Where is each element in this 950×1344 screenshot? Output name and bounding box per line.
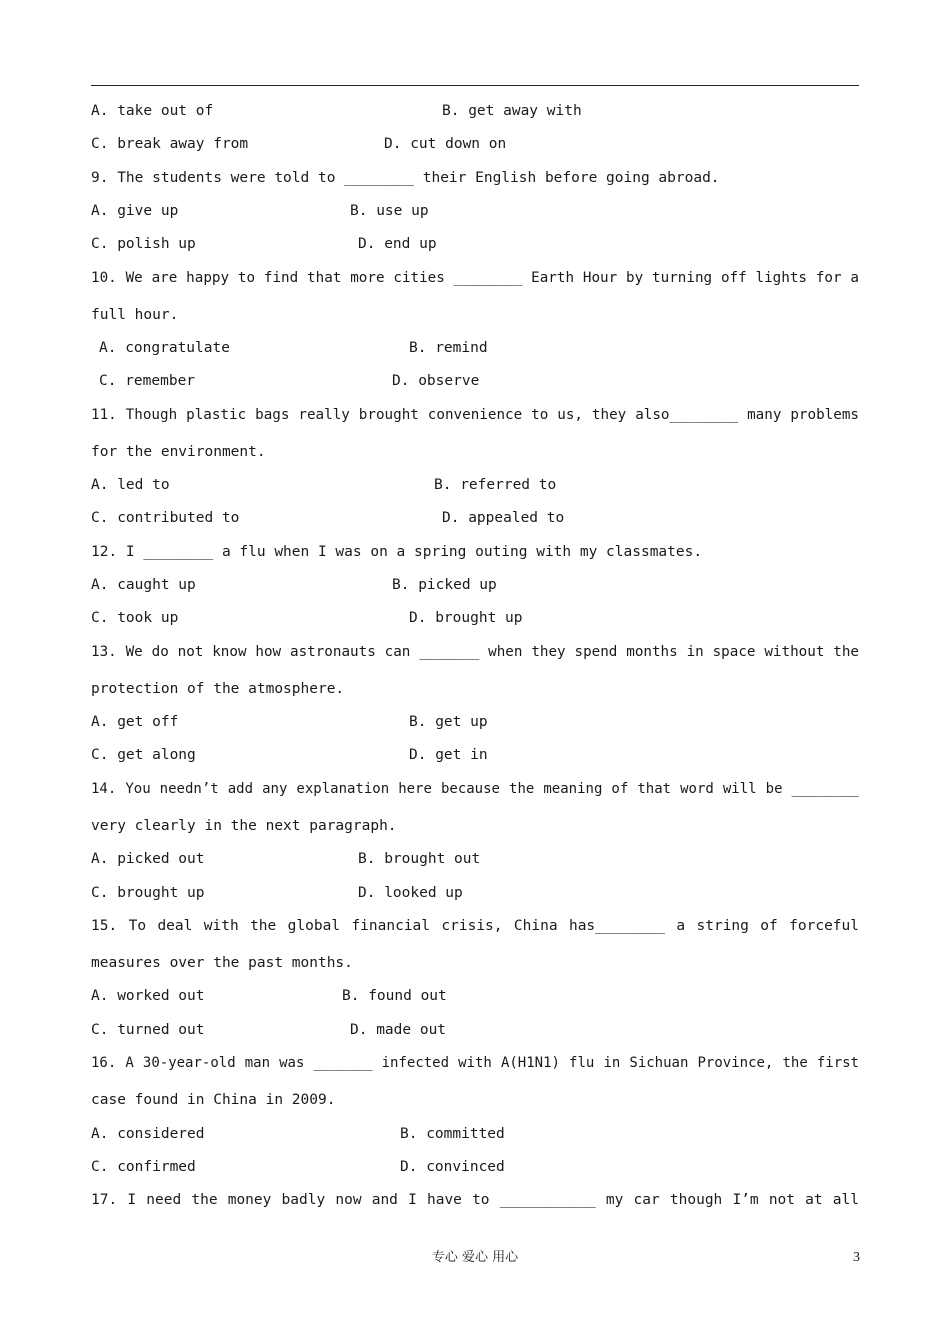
q8-option-b: B. get away with <box>442 103 582 119</box>
q13-option-c: C. get along <box>91 747 196 763</box>
q11-stem-line2: for the environment. <box>91 444 266 460</box>
q10-stem-line2: full hour. <box>91 307 179 323</box>
q13-option-b: B. get up <box>409 714 488 730</box>
q13-option-a: A. get off <box>91 714 179 730</box>
q12-option-a: A. caught up <box>91 577 196 593</box>
header-rule <box>91 85 859 86</box>
q11-stem-line1: 11. Though plastic bags really brought convenience to us, they also________ many problems <box>91 407 859 423</box>
q12-option-d: D. brought up <box>409 610 523 626</box>
q16-stem-line1: 16. A 30-year-old man was _______ infected with A(H1N1) flu in Sichuan Province, the first <box>91 1055 859 1071</box>
q14-stem-line1: 14. You needn’t add any explanation here because the meaning of that word will be ________ <box>91 781 859 797</box>
footer-motto: 专心 爱心 用心 <box>431 1250 519 1265</box>
q13-option-d: D. get in <box>409 747 488 763</box>
q8-option-c: C. break away from <box>91 136 249 152</box>
q15-stem-line1: 15. To deal with the global financial crisis, China has________ a string of forceful <box>91 918 859 934</box>
q9-option-b: B. use up <box>350 203 429 219</box>
q9-stem: 9. The students were told to ________ their English before going abroad. <box>91 170 720 186</box>
q13-stem-line1: 13. We do not know how astronauts can _______ when they spend months in space without the <box>91 644 859 660</box>
q12-option-b: B. picked up <box>392 577 497 593</box>
q10-option-a: A. congratulate <box>99 340 230 356</box>
q14-option-c: C. brought up <box>91 885 205 901</box>
q9-option-d: D. end up <box>358 236 437 252</box>
q10-option-d: D. observe <box>392 373 480 389</box>
q13-stem-line2: protection of the atmosphere. <box>91 681 345 697</box>
q15-option-c: C. turned out <box>91 1022 205 1038</box>
q11-option-c: C. contributed to <box>91 510 240 526</box>
q14-option-b: B. brought out <box>358 851 481 867</box>
q15-stem-line2: measures over the past months. <box>91 955 353 971</box>
q14-option-d: D. looked up <box>358 885 463 901</box>
q12-option-c: C. took up <box>91 610 179 626</box>
q16-stem-line2: case found in China in 2009. <box>91 1092 336 1108</box>
q15-option-a: A. worked out <box>91 988 205 1004</box>
q17-stem-line1: 17. I need the money badly now and I have to ___________ my car though I’m not at all <box>91 1192 859 1208</box>
q14-stem-line2: very clearly in the next paragraph. <box>91 818 397 834</box>
q16-option-a: A. considered <box>91 1126 205 1142</box>
q9-option-c: C. polish up <box>91 236 196 252</box>
q10-option-b: B. remind <box>409 340 488 356</box>
q9-option-a: A. give up <box>91 203 179 219</box>
q15-option-d: D. made out <box>350 1022 447 1038</box>
q8-option-d: D. cut down on <box>384 136 507 152</box>
q10-stem-line1: 10. We are happy to find that more cities ________ Earth Hour by turning off lights for a <box>91 270 859 286</box>
q12-stem: 12. I ________ a flu when I was on a spring outing with my classmates. <box>91 544 703 560</box>
q11-option-a: A. led to <box>91 477 170 493</box>
page-number: 3 <box>853 1250 860 1265</box>
q11-option-b: B. referred to <box>434 477 557 493</box>
q16-option-b: B. committed <box>400 1126 505 1142</box>
q11-option-d: D. appealed to <box>442 510 565 526</box>
q15-option-b: B. found out <box>342 988 447 1004</box>
q8-option-a: A. take out of <box>91 103 214 119</box>
q16-option-c: C. confirmed <box>91 1159 196 1175</box>
q16-option-d: D. convinced <box>400 1159 505 1175</box>
q10-option-c: C. remember <box>99 373 196 389</box>
q14-option-a: A. picked out <box>91 851 205 867</box>
